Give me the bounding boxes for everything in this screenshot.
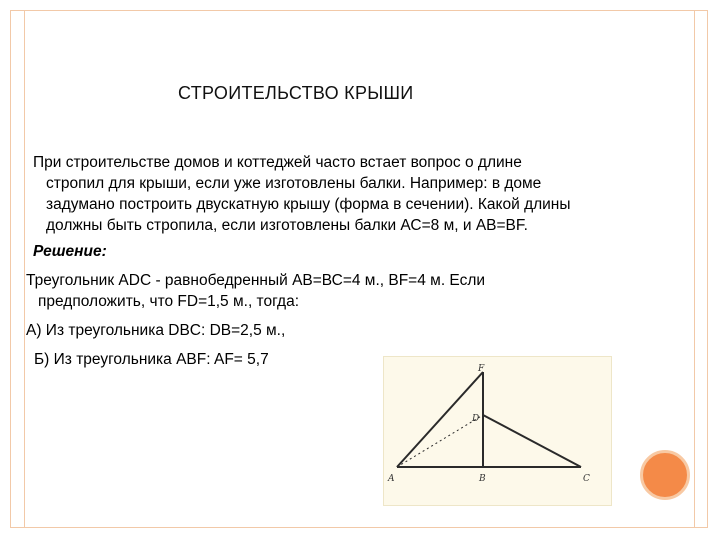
decorative-circle bbox=[640, 450, 690, 500]
roof-diagram bbox=[383, 356, 612, 506]
step-a: А) Из треугольника DBC: DB=2,5 м., bbox=[26, 322, 286, 339]
point-d-label: D bbox=[472, 414, 480, 424]
margin-line-right bbox=[694, 10, 695, 528]
problem-line-3: задумано построить двускатную крышу (форма в сечении). Какой длины bbox=[46, 196, 571, 213]
roof-diagram-svg bbox=[384, 357, 611, 505]
point-f-label: F bbox=[478, 364, 485, 374]
problem-line-4: должны быть стропила, если изготовлены балки АС=8 м, и АВ=BF. bbox=[46, 217, 528, 234]
problem-line-2: стропил для крыши, если уже изготовлены балки. Например: в доме bbox=[46, 175, 542, 192]
line-ad bbox=[397, 415, 483, 467]
point-c-label: C bbox=[583, 474, 590, 484]
slide-title: СТРОИТЕЛЬСТВО КРЫШИ bbox=[178, 83, 414, 103]
point-b-label: B bbox=[479, 474, 486, 484]
solution-label: Решение: bbox=[33, 243, 107, 260]
rafter-af bbox=[397, 372, 483, 467]
point-a-label: A bbox=[388, 474, 395, 484]
solution-line-1: Треугольник ADC - равнобедренный АВ=ВС=4 м., BF=4 м. Если bbox=[26, 272, 486, 289]
step-b: Б) Из треугольника ABF: AF= 5,7 bbox=[34, 351, 269, 368]
rafter-dc bbox=[483, 415, 581, 467]
problem-line-1: При строительстве домов и коттеджей часто встает вопрос о длине bbox=[33, 154, 522, 171]
solution-line-2: предположить, что FD=1,5 м., тогда: bbox=[38, 293, 300, 310]
margin-line-left bbox=[24, 10, 25, 528]
